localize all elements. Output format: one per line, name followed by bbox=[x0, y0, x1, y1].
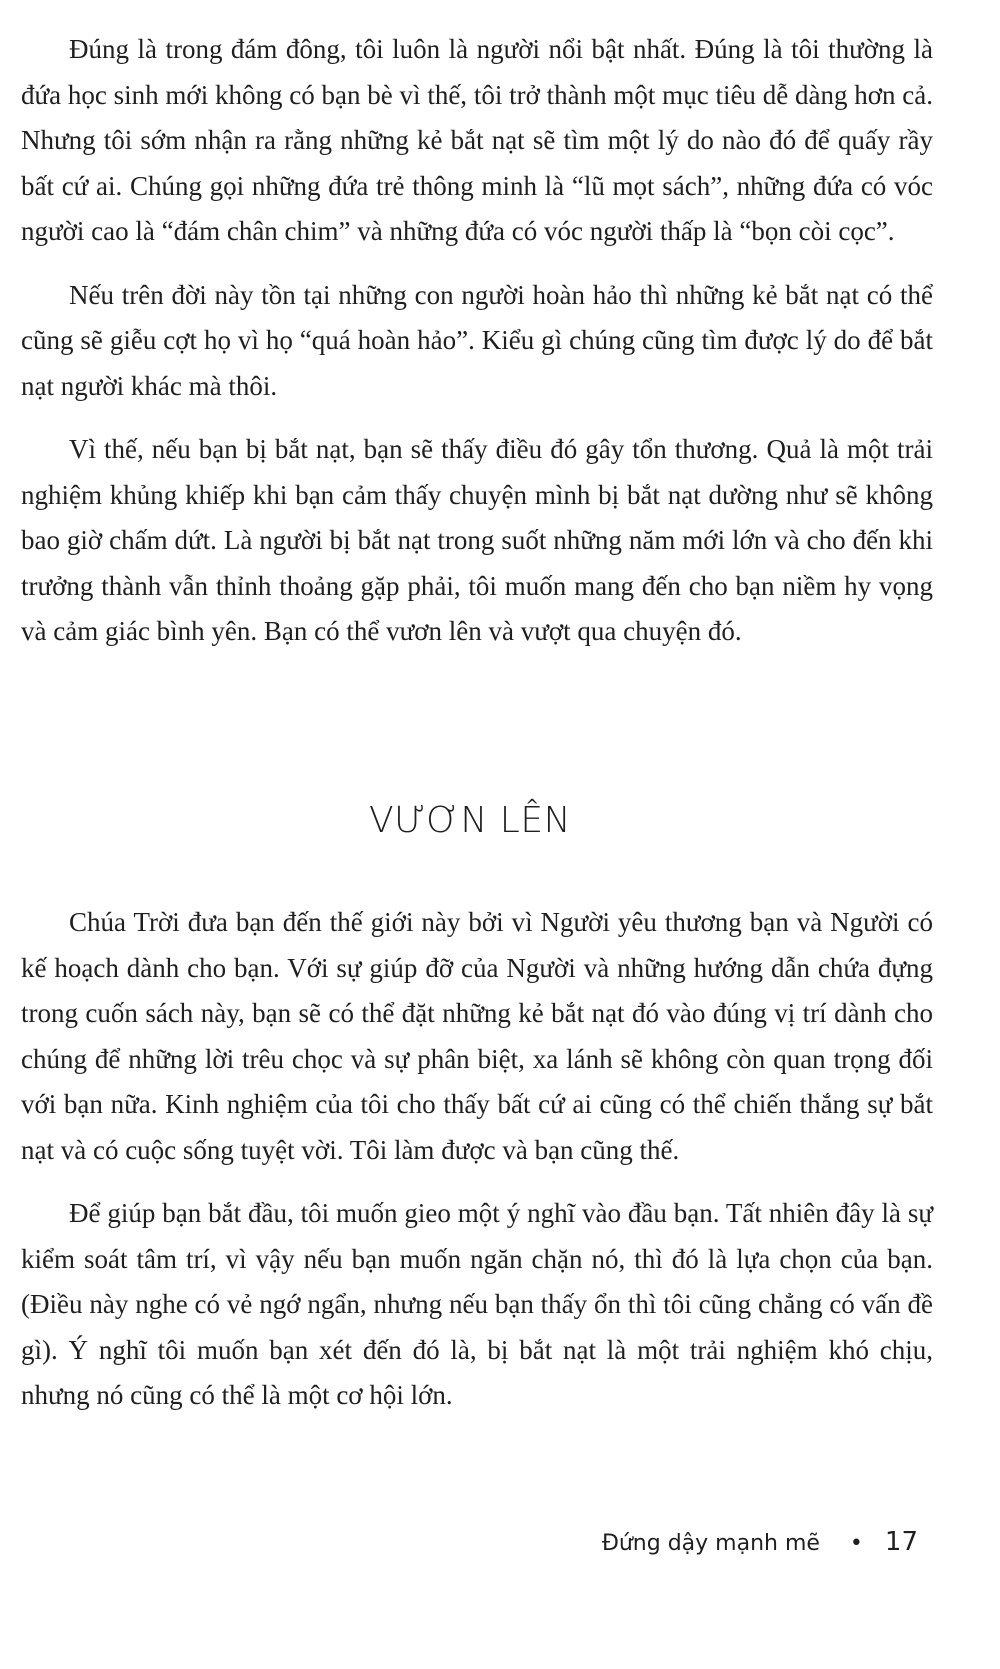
paragraph: Nếu trên đời này tồn tại những con người hoàn hảo thì những kẻ bắt nạt có thể cũng sẽ giễu cợt họ vì họ “quá hoàn hảo”. Kiểu gì chúng cũng tìm được lý do để bắt nạt người khác mà thôi. bbox=[21, 279, 933, 401]
page-footer bbox=[602, 1527, 918, 1557]
paragraph: Để giúp bạn bắt đầu, tôi muốn gieo một ý nghĩ vào đầu bạn. Tất nhiên đây là sự kiểm soát tâm trí, vì vậy nếu bạn muốn ngăn chặn nó, thì đó là lựa chọn của bạn. (Điều này nghe có vẻ ngớ ngẩn, nhưng nếu bạn thấy ổn thì tôi cũng chẳng có vấn đề gì). Ý nghĩ tôi muốn bạn xét đến đó là, bị bắt nạt là một trải nghiệm khó chịu, nhưng nó cũng có thể là một cơ hội lớn. bbox=[21, 1198, 933, 1410]
running-title: Đứng dậy mạnh mẽ bbox=[601, 1531, 820, 1556]
page-number: 17 bbox=[884, 1527, 918, 1557]
paragraph: Đúng là trong đám đông, tôi luôn là người nổi bật nhất. Đúng là tôi thường là đứa học sinh mới không có bạn bè vì thế, tôi trở thành một mục tiêu dễ dàng hơn cả. Nhưng tôi sớm nhận ra rằng những kẻ bắt nạt sẽ tìm một lý do nào đó để quấy rầy bất cứ ai. Chúng gọi những đứa trẻ thông minh là “lũ mọt sách”, những đứa có vóc người cao là “đám chân chim” và những đứa có vóc người thấp là “bọn còi cọc”. bbox=[21, 34, 933, 246]
footer-separator: • bbox=[849, 1531, 863, 1556]
paragraph: Chúa Trời đưa bạn đến thế giới này bởi vì Người yêu thương bạn và Người có kế hoạch dành cho bạn. Với sự giúp đỡ của Người và những hướng dẫn chứa đựng trong cuốn sách này, bạn sẽ có thể đặt những kẻ bắt nạt đó vào đúng vị trí dành cho chúng để những lời trêu chọc và sự phân biệt, xa lánh sẽ không còn quan trọng đối với bạn nữa. Kinh nghiệm của tôi cho thấy bất cứ ai cũng có thể chiến thắng sự bắt nạt và có cuộc sống tuyệt vời. Tôi làm được và bạn cũng thế. bbox=[21, 907, 933, 1165]
body-text-section-2 bbox=[21, 900, 933, 1419]
body-text-section-1 bbox=[21, 27, 933, 655]
section-heading: VƯƠN LÊN bbox=[369, 800, 571, 841]
paragraph: Vì thế, nếu bạn bị bắt nạt, bạn sẽ thấy điều đó gây tổn thương. Quả là một trải nghiệm khủng khiếp khi bạn cảm thấy chuyện mình bị bắt nạt dường như sẽ không bao giờ chấm dứt. Là người bị bắt nạt trong suốt những năm mới lớn và cho đến khi trưởng thành vẫn thỉnh thoảng gặp phải, tôi muốn mang đến cho bạn niềm hy vọng và cảm giác bình yên. Bạn có thể vươn lên và vượt qua chuyện đó. bbox=[21, 434, 933, 646]
